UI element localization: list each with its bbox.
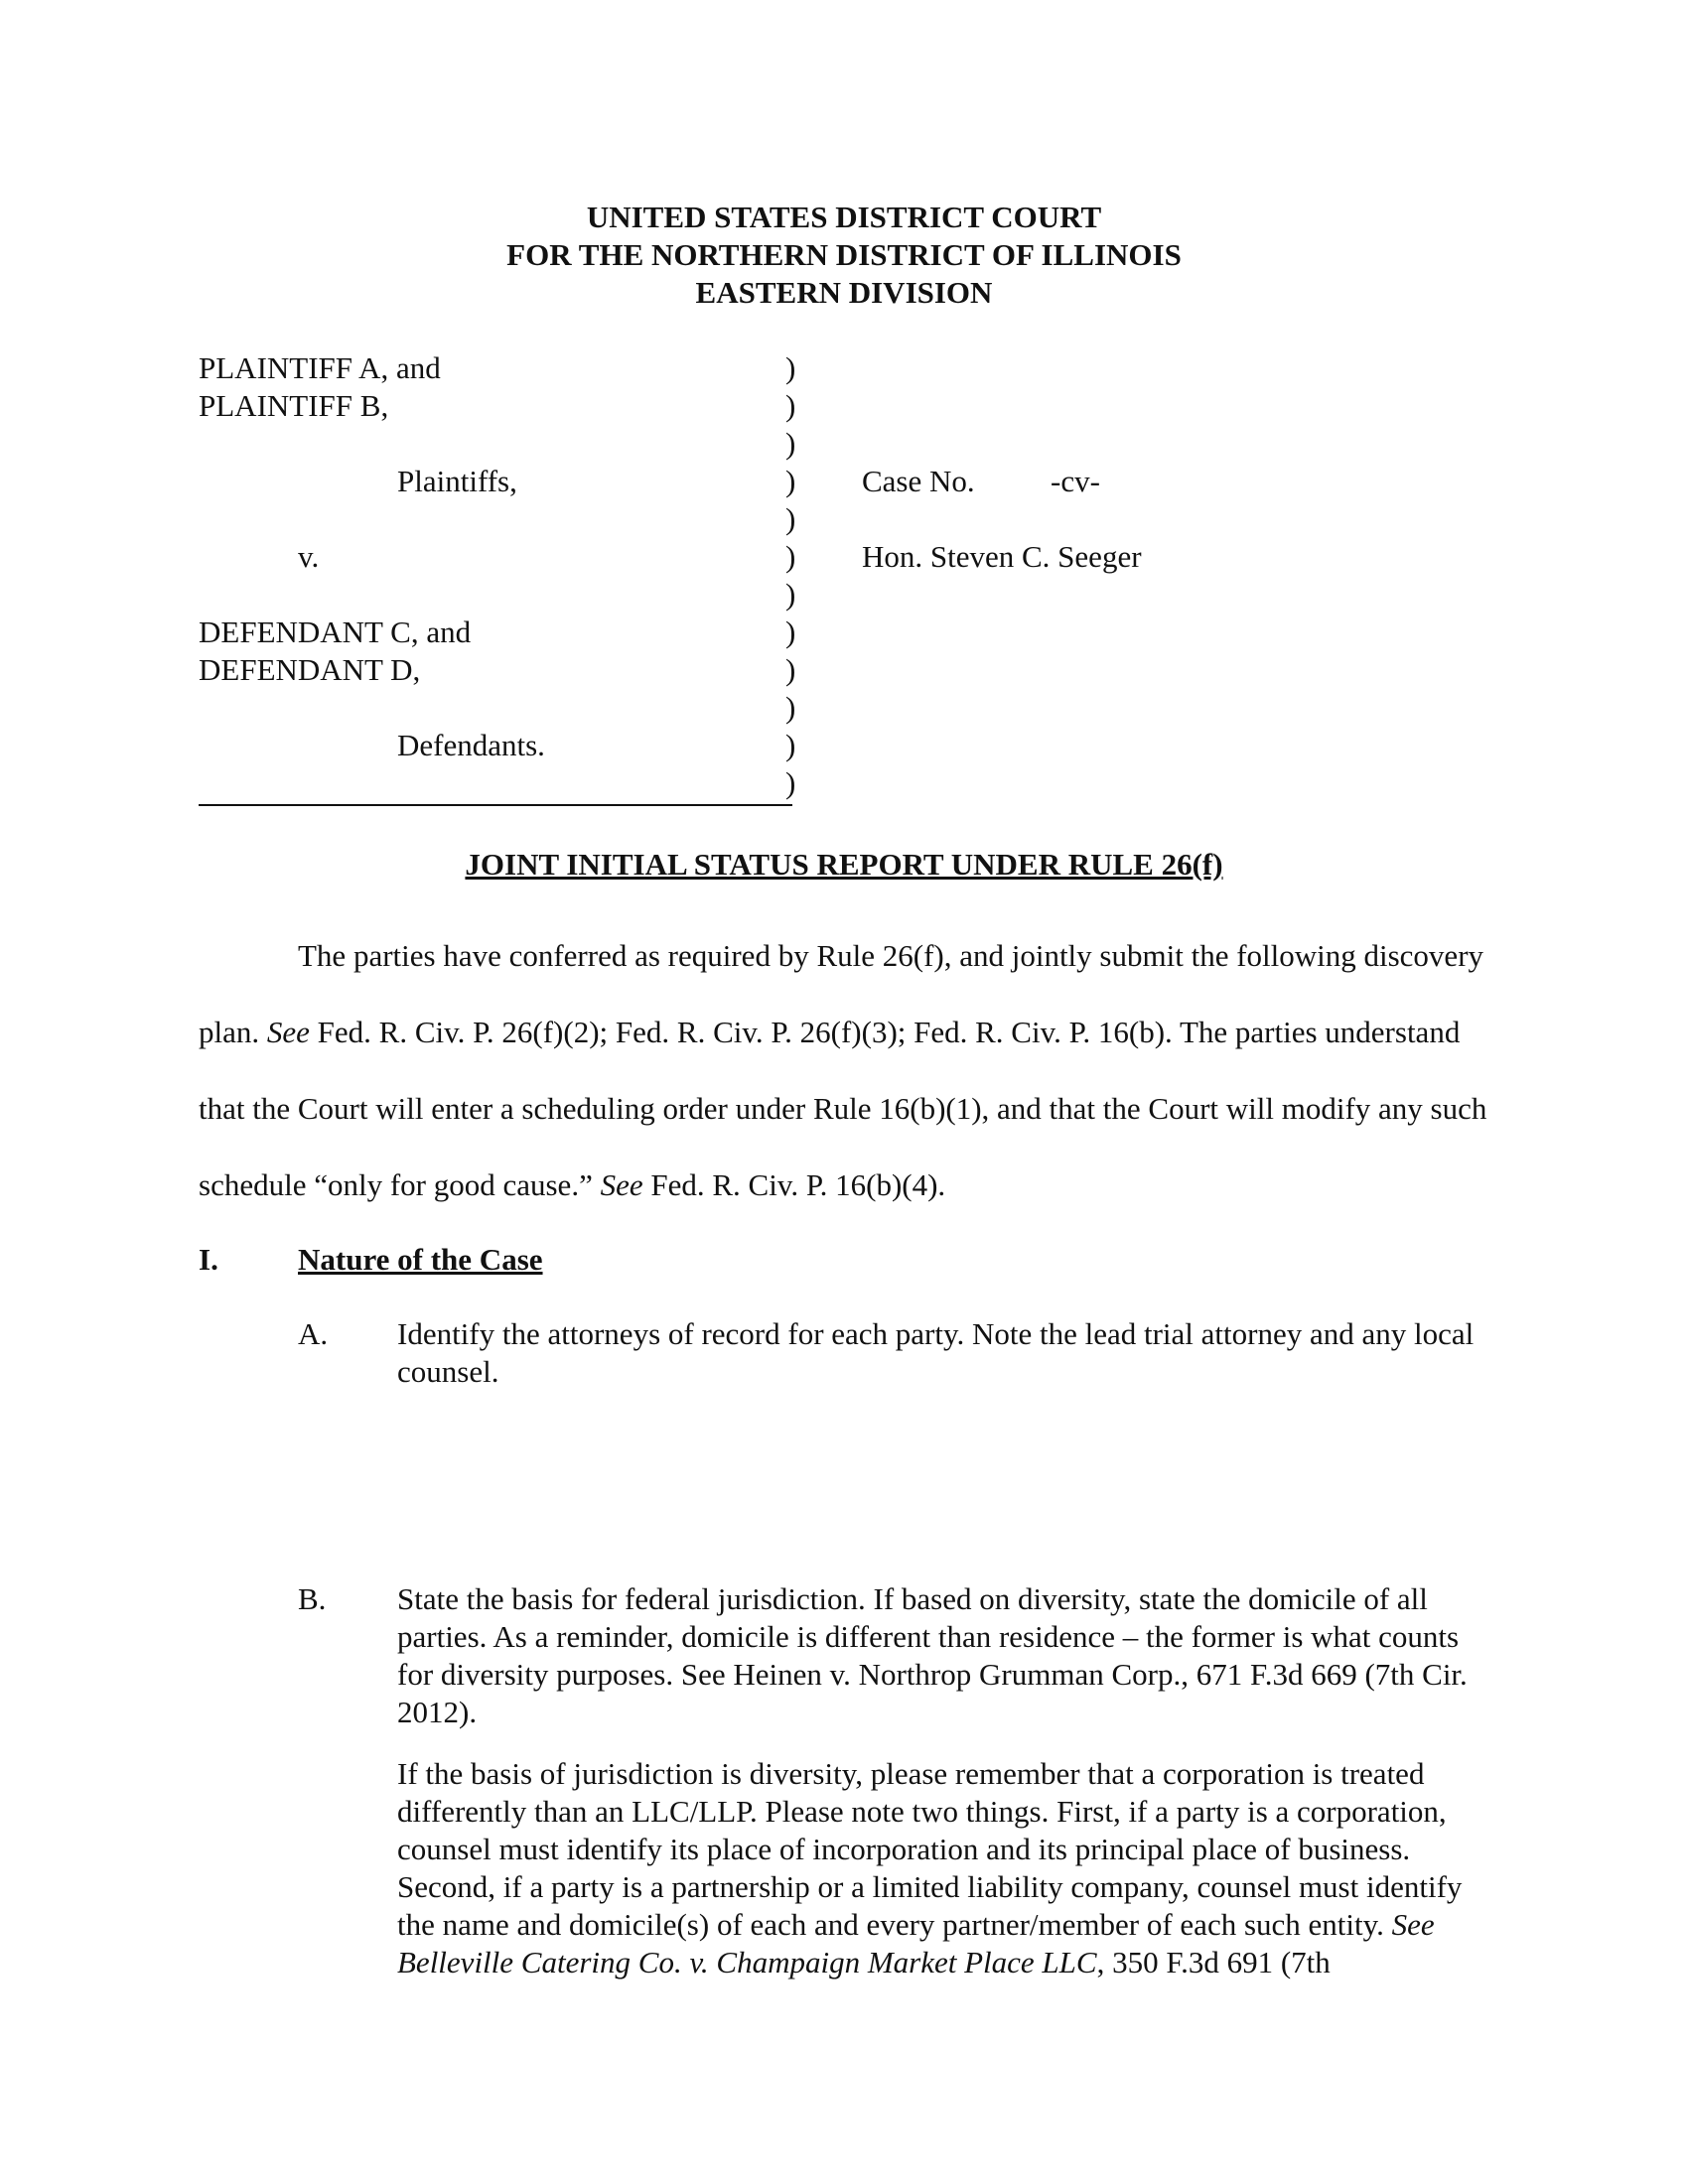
court-name-line: UNITED STATES DISTRICT COURT [586,200,1102,234]
caption-paren: ) [785,614,796,649]
caption-paren: ) [785,690,796,725]
caption-paren: ) [785,464,796,498]
intro-text-2: Fed. R. Civ. P. 26(f)(2); Fed. R. Civ. P. 26(f)(3); Fed. R. Civ. P. 16(b). The parties understand that the Court will enter a scheduling order under Rule 16(b)(1), and that the Court will modify any such schedule “only for good cause.” [199,1015,1487,1202]
intro-see-1: See [266,1015,310,1049]
defendant-line-1: DEFENDANT C, and [199,614,472,649]
caption-paren: ) [785,652,796,687]
caption-paren: ) [785,577,796,612]
caption-paren: ) [785,426,796,461]
intro-paragraph [199,917,1489,1223]
item-a-text: Identify the attorneys of record for each party. Note the lead trial attorney and any local counsel. [397,1316,1475,1389]
court-district-line: FOR THE NORTHERN DISTRICT OF ILLINOIS [506,237,1182,272]
item-b-para2-text: If the basis of jurisdiction is diversity, please remember that a corporation is treated differently than an LLC/LLP. Please note two things. First, if a party is a corporation, counsel must identify its place of incorporation and its principal place of business. Second, if a party is a partnership or a limited liability company, counsel must identify the name and domicile(s) of each and every partner/member of each such entity. [397,1756,1463,1942]
report-title: JOINT INITIAL STATUS REPORT UNDER RULE 26(f) [465,847,1223,882]
plaintiff-line-2: PLAINTIFF B, [199,388,389,423]
intro-text-1: The parties have conferred as required by Rule 26(f), and jointly submit the following discovery plan. [199,938,1484,1049]
item-b-text: State the basis for federal jurisdiction. If based on diversity, state the domicile of all parties. As a reminder, domicile is different than residence – the former is what counts for diversity purposes. See Heinen v. Northrop Grumman Corp., 671 F.3d 669 (7th Cir. 2012). [397,1581,1468,1729]
section-title: Nature of the Case [298,1242,543,1277]
versus-label: v. [298,539,320,574]
caption-paren: ) [785,501,796,536]
item-b-letter: B. [298,1581,327,1616]
caption-paren: ) [785,388,796,423]
intro-text-3: Fed. R. Civ. P. 16(b)(4). [642,1167,946,1202]
court-header [0,199,1688,312]
defendant-line-2: DEFENDANT D, [199,652,421,687]
court-division-line: EASTERN DIVISION [695,275,993,310]
caption-paren: ) [785,728,796,762]
case-number-value: -cv- [1051,464,1100,498]
section-number: I. [199,1242,218,1277]
plaintiffs-label: Plaintiffs, [397,464,517,498]
item-b-paragraph-2 [397,1755,1489,1981]
item-b-para2-tail: , 350 F.3d 691 (7th [1096,1945,1331,1979]
plaintiff-line-1: PLAINTIFF A, and [199,350,441,385]
caption-paren: ) [785,765,796,800]
case-number-label: Case No. [862,464,975,498]
item-b-para2-citation: See Belleville Catering Co. v. Champaign Market Place LLC [397,1907,1435,1979]
caption-paren: ) [785,350,796,385]
defendants-label: Defendants. [397,728,545,762]
item-a-letter: A. [298,1316,329,1351]
judge-name: Hon. Steven C. Seeger [862,539,1142,574]
caption-paren: ) [785,539,796,574]
intro-see-2: See [600,1167,643,1202]
caption-rule [199,804,792,806]
case-caption [199,349,1390,806]
